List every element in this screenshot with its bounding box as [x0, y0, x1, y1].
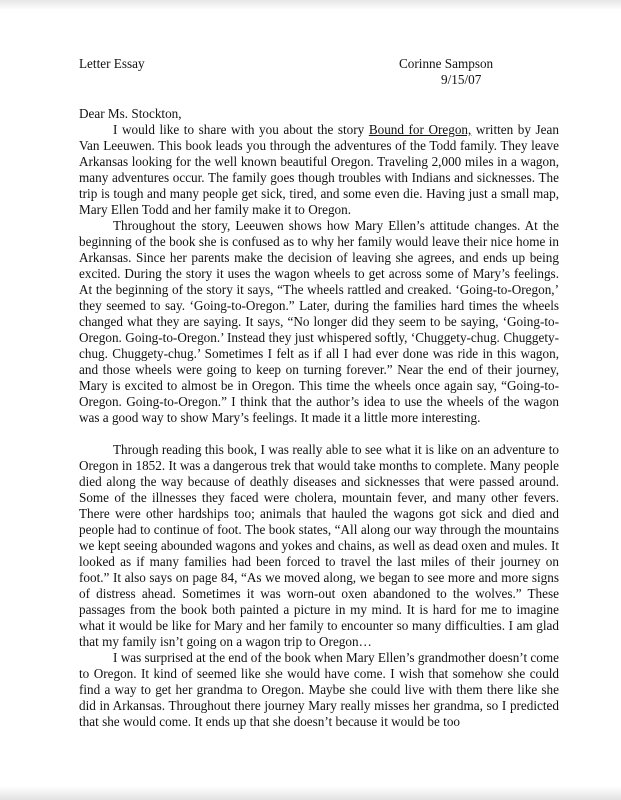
salutation: Dear Ms. Stockton, — [79, 106, 182, 121]
paragraph-2: Throughout the story, Leeuwen shows how Mary Ellen’s attitude changes. At the beginning of the book she is confused as to why her family would leave their nice home in Arkansas. Since her parents make the decision of leaving she agrees, and ends up being excited. During the story it uses the wagon wheels to get across some of Mary’s feelings. At the beginning of the story it says, “The wheels rattled and creaked. ‘Going-to-Oregon,’ they seemed to say. ‘Going-to-Oregon.” Later, during the families hard times the wheels changed what they are saying. It says, “No longer did they seem to be saying, ‘Going-to-Oregon. Going-to-Oregon.’ Instead they just whispered softly, ‘Chuggety-chug. Chuggety-chug. Chuggety-chug.’ Sometimes I felt as if all I had ever done was ride in this wagon, and those wheels were going to keep on turning forever.” Near the end of their journey, Mary is excited to almost be in Oregon. This time the wheels once again say, “Going-to-Oregon. Going-to-Oregon.” I think that the author’s idea to use the wheels of the wagon was a good way to show Mary’s feelings. It made it a little more interesting. — [79, 218, 559, 425]
paragraph-4: I was surprised at the end of the book when Mary Ellen’s grandmother doesn’t come to Oregon. It kind of seemed like she would have come. I wish that somehow she could find a way to get her grandma to Oregon. Maybe she could live with them there like she did in Arkansas. Throughout there journey Mary really misses her grandma, so I predicted that she would come. It ends up that she doesn’t because it would be too — [79, 650, 559, 729]
document-date: 9/15/07 — [441, 72, 482, 87]
paragraph-1-intro: I would like to share with you about the story — [113, 122, 369, 137]
paragraph-1-rest: written by Jean Van Leeuwen. This book leads you through the adventures of the Todd family. They leave Arkansas looking for the well known beautiful Oregon. Traveling 2,000 miles in a wagon, many adventures occur. The family goes though troubles with Indians and sicknesses. The trip is tough and many people get sick, tired, and some even die. Having just a small map, Mary Ellen Todd and her family make it to Oregon. — [79, 122, 559, 217]
book-title: Bound for Oregon, — [368, 122, 472, 137]
page-bottom-edge — [0, 786, 621, 800]
paragraph-3: Through reading this book, I was really able to see what it is like on an adventure to Oregon in 1852. It was a dangerous trek that would take months to complete. Many people died along the way because of deathly diseases and sicknesses that were passed around. Some of the illnesses they faced were cholera, mountain fever, and many other fevers. There were other hardships too; animals that hauled the wagons got sick and died and people had to continue of foot. The book states, “All along our way through the mountains we kept seeing abounded wagons and yokes and chains, as well as dead oxen and mules. It looked as if many families had been forced to travel the last miles of their journey on foot.” It also says on page 84, “As we moved along, we began to see more and more signs of distress ahead. Sometimes it was worn-out oxen abandoned to the wolves.” These passages from the book both painted a picture in my mind. It is hard for me to imagine what it would be like for Mary and her family to encounter so many difficulties. I am glad that my family isn’t going on a wagon trip to Oregon… — [79, 442, 559, 649]
author-name: Corinne Sampson — [399, 56, 494, 71]
letter-body — [79, 106, 559, 730]
document-type-label: Letter Essay — [79, 56, 145, 71]
page-top-edge — [0, 0, 621, 10]
paragraph-1 — [79, 122, 559, 218]
